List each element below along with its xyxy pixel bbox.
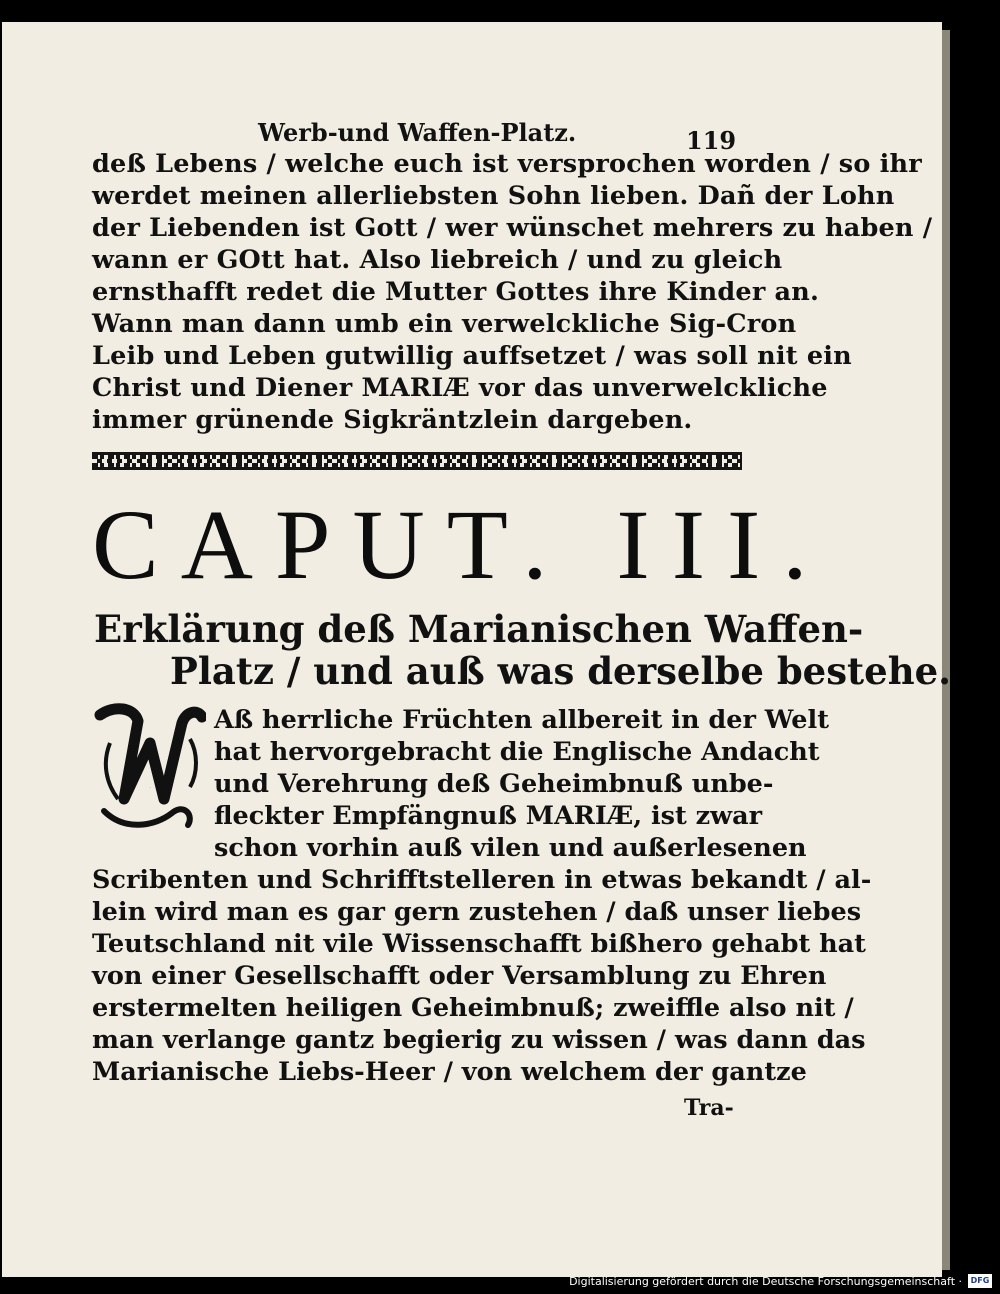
page-number: 119 — [686, 126, 737, 155]
text-line: Marianische Liebs-Heer / von welchem der gantze — [92, 1057, 807, 1087]
text-line: werdet meinen allerliebsten Sohn lieben. Dañ der Lohn — [92, 181, 895, 211]
decorated-initial — [94, 703, 206, 835]
text-line: Wann man dann umb ein verwelckliche Sig-Cron — [92, 309, 797, 339]
credit-text: Digitalisierung gefördert durch die Deutsche Forschungsgemeinschaft · — [569, 1274, 962, 1288]
running-title: Werb-und Waffen-Platz. — [258, 118, 577, 147]
text-line: ernsthafft redet die Mutter Gottes ihre Kinder an. — [92, 277, 820, 307]
chapter-subtitle-line-2: Platz / und auß was derselbe bestehe. — [170, 649, 952, 693]
dfg-logo: DFG — [968, 1274, 992, 1288]
digitization-credit — [569, 1272, 992, 1290]
text-line: Scribenten und Schrifftstelleren in etwas bekandt / al- — [92, 865, 872, 895]
text-line: wann er GOtt hat. Also liebreich / und zu gleich — [92, 245, 783, 275]
text-line: man verlange gantz begierig zu wissen / was dann das — [92, 1025, 866, 1055]
text-line: Aß herrliche Früchten allbereit in der Welt — [214, 705, 830, 735]
text-line: Teutschland nit vile Wissenschafft bißhero gehabt hat — [92, 929, 866, 959]
initial-letter: W — [149, 788, 151, 789]
text-line: Christ und Diener MARIÆ vor das unverwelckliche — [92, 373, 828, 403]
text-line: und Verehrung deß Geheimbnuß unbe- — [214, 769, 774, 799]
text-line: der Liebenden ist Gott / wer wünschet mehrers zu haben / — [92, 213, 933, 243]
text-line: deß Lebens / welche euch ist versprochen worden / so ihr — [92, 149, 922, 179]
text-line: lein wird man es gar gern zustehen / daß unser liebes — [92, 897, 862, 927]
text-line: von einer Gesellschafft oder Versamblung zu Ehren — [92, 961, 827, 991]
text-line: immer grünende Sigkräntzlein dargeben. — [92, 405, 693, 435]
text-line: fleckter Empfängnuß MARIÆ, ist zwar — [214, 801, 763, 831]
text-line: Leib und Leben gutwillig auffsetzet / was soll nit ein — [92, 341, 852, 371]
ornamental-rule — [92, 452, 742, 470]
chapter-subtitle-line-1: Erklärung deß Marianischen Waffen- — [94, 607, 864, 651]
text-line: erstermelten heiligen Geheimbnuß; zweiffle also nit / — [92, 993, 854, 1023]
text-line: hat hervorgebracht die Englische Andacht — [214, 737, 820, 767]
text-line: schon vorhin auß vilen und außerlesenen — [214, 833, 807, 863]
catchword: Tra- — [684, 1095, 734, 1121]
chapter-heading: CAPUT. III. — [92, 489, 830, 600]
